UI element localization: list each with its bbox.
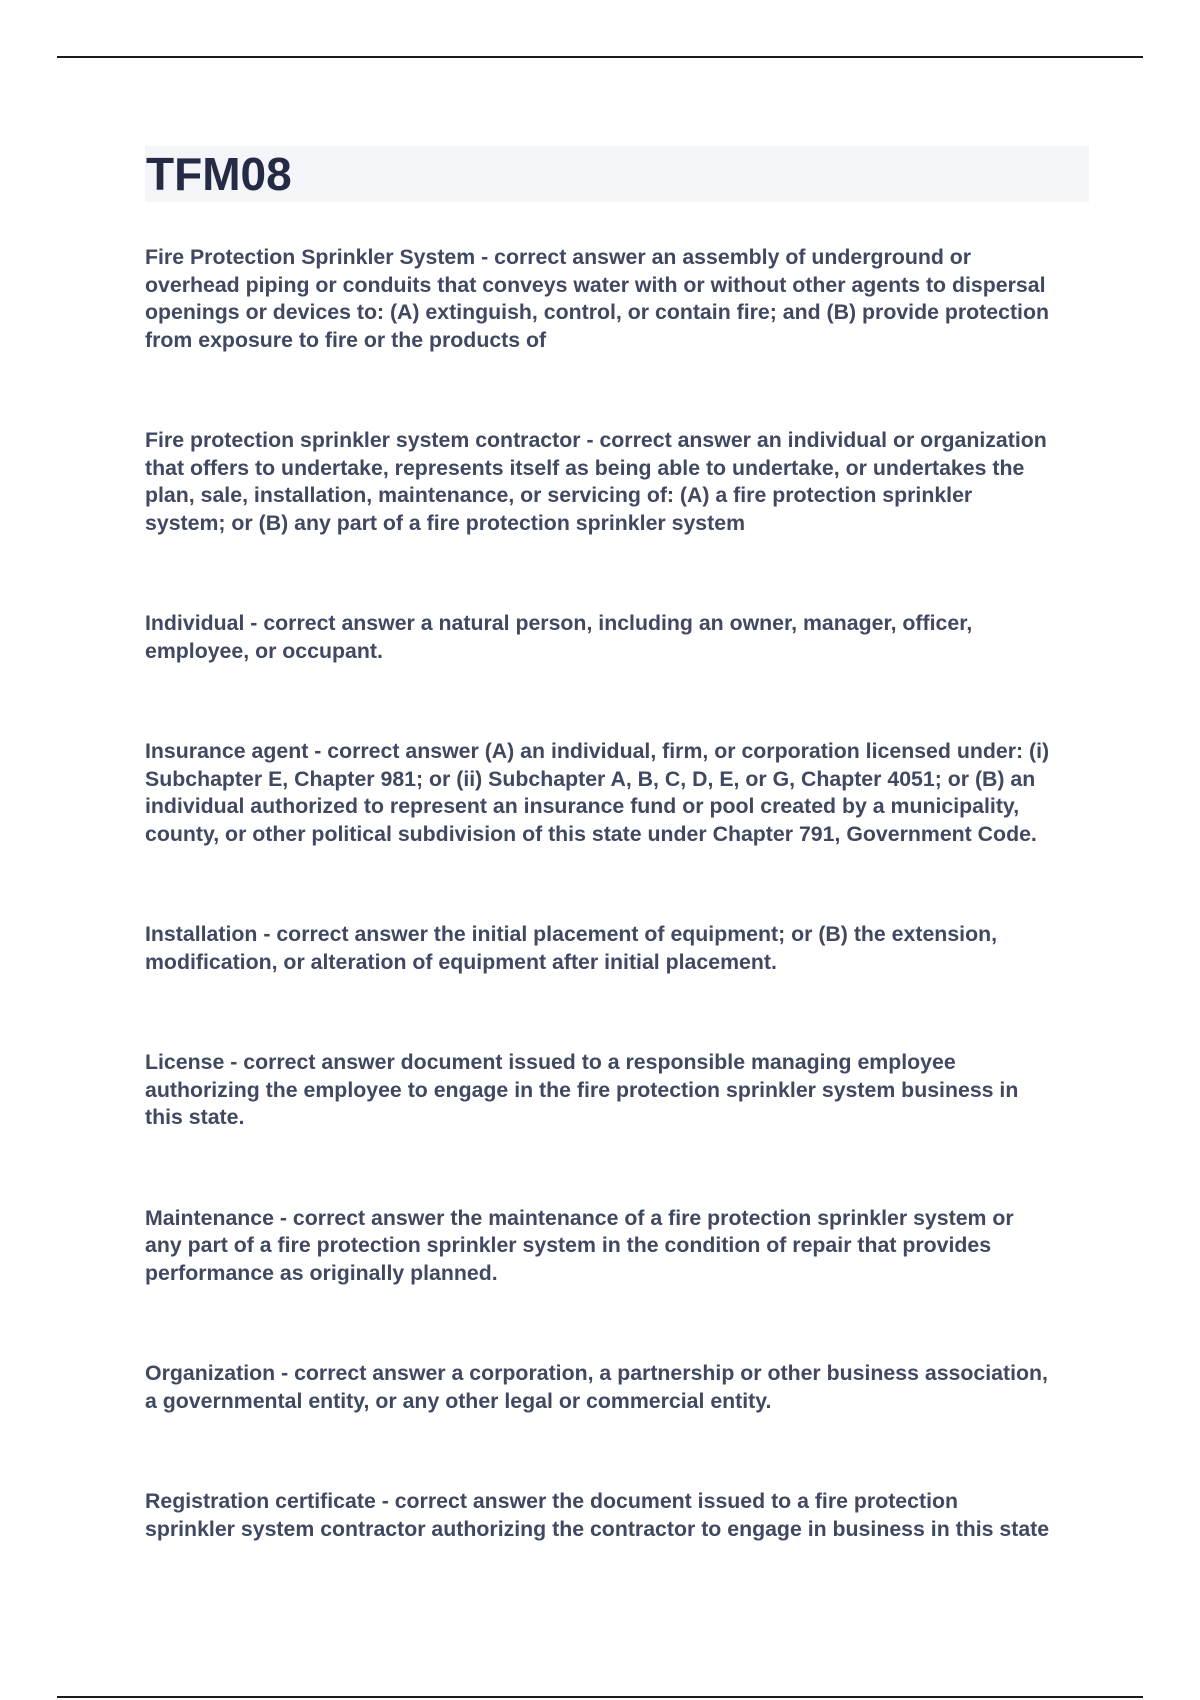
bottom-rule <box>57 1696 1143 1698</box>
definition-entry: License - correct answer document issued to a responsible managing employee authorizing the employee to engage in the fire protection sprinkler system business in this state. <box>145 1050 1019 1129</box>
definition-entry: Installation - correct answer the initial placement of equipment; or (B) the extension, modification, or alteration of equipment after initial placement. <box>145 922 998 974</box>
definition-entry: Fire Protection Sprinkler System - correct answer an assembly of underground or overhead piping or conduits that conveys water with or without other agents to dispersal openings or devices to: (A) extinguish, control, or contain fire; and (B) provide protection from exposure to fire or the products of <box>145 245 1049 352</box>
top-rule <box>57 56 1143 58</box>
definition-entry: Maintenance - correct answer the maintenance of a fire protection sprinkler system or any part of a fire protection sprinkler system in the condition of repair that provides performance as originally planned. <box>145 1205 1014 1285</box>
definitions-list <box>145 244 1085 1616</box>
definition-entry: Fire protection sprinkler system contractor - correct answer an individual or organization that offers to undertake, represents itself as being able to undertake, or undertakes the plan, sale, installation, maintenance, or servicing of: (A) a fire protection sprinkler system; or (B) any part of a fire protection sprinkler system <box>145 428 1047 535</box>
document-title: TFM08 <box>146 148 292 200</box>
definition-entry: Organization - correct answer a corporation, a partnership or other business association, a governmental entity, or any other legal or commercial entity. <box>145 1361 1048 1413</box>
definition-entry: Insurance agent - correct answer (A) an individual, firm, or corporation licensed under: (i) Subchapter E, Chapter 981; or (ii) Subchapter A, B, C, D, E, or G, Chapter 4051; or (B) an individual authorized to represent an insurance fund or pool created by a municipality, county, or other political subdivision of this state under Chapter 791, Government Code. <box>145 739 1050 846</box>
definition-entry: Individual - correct answer a natural person, including an owner, manager, officer, employee, or occupant. <box>145 611 973 663</box>
definition-entry: Registration certificate - correct answer the document issued to a fire protection sprinkler system contractor authorizing the contractor to engage in business in this state <box>145 1489 1050 1541</box>
